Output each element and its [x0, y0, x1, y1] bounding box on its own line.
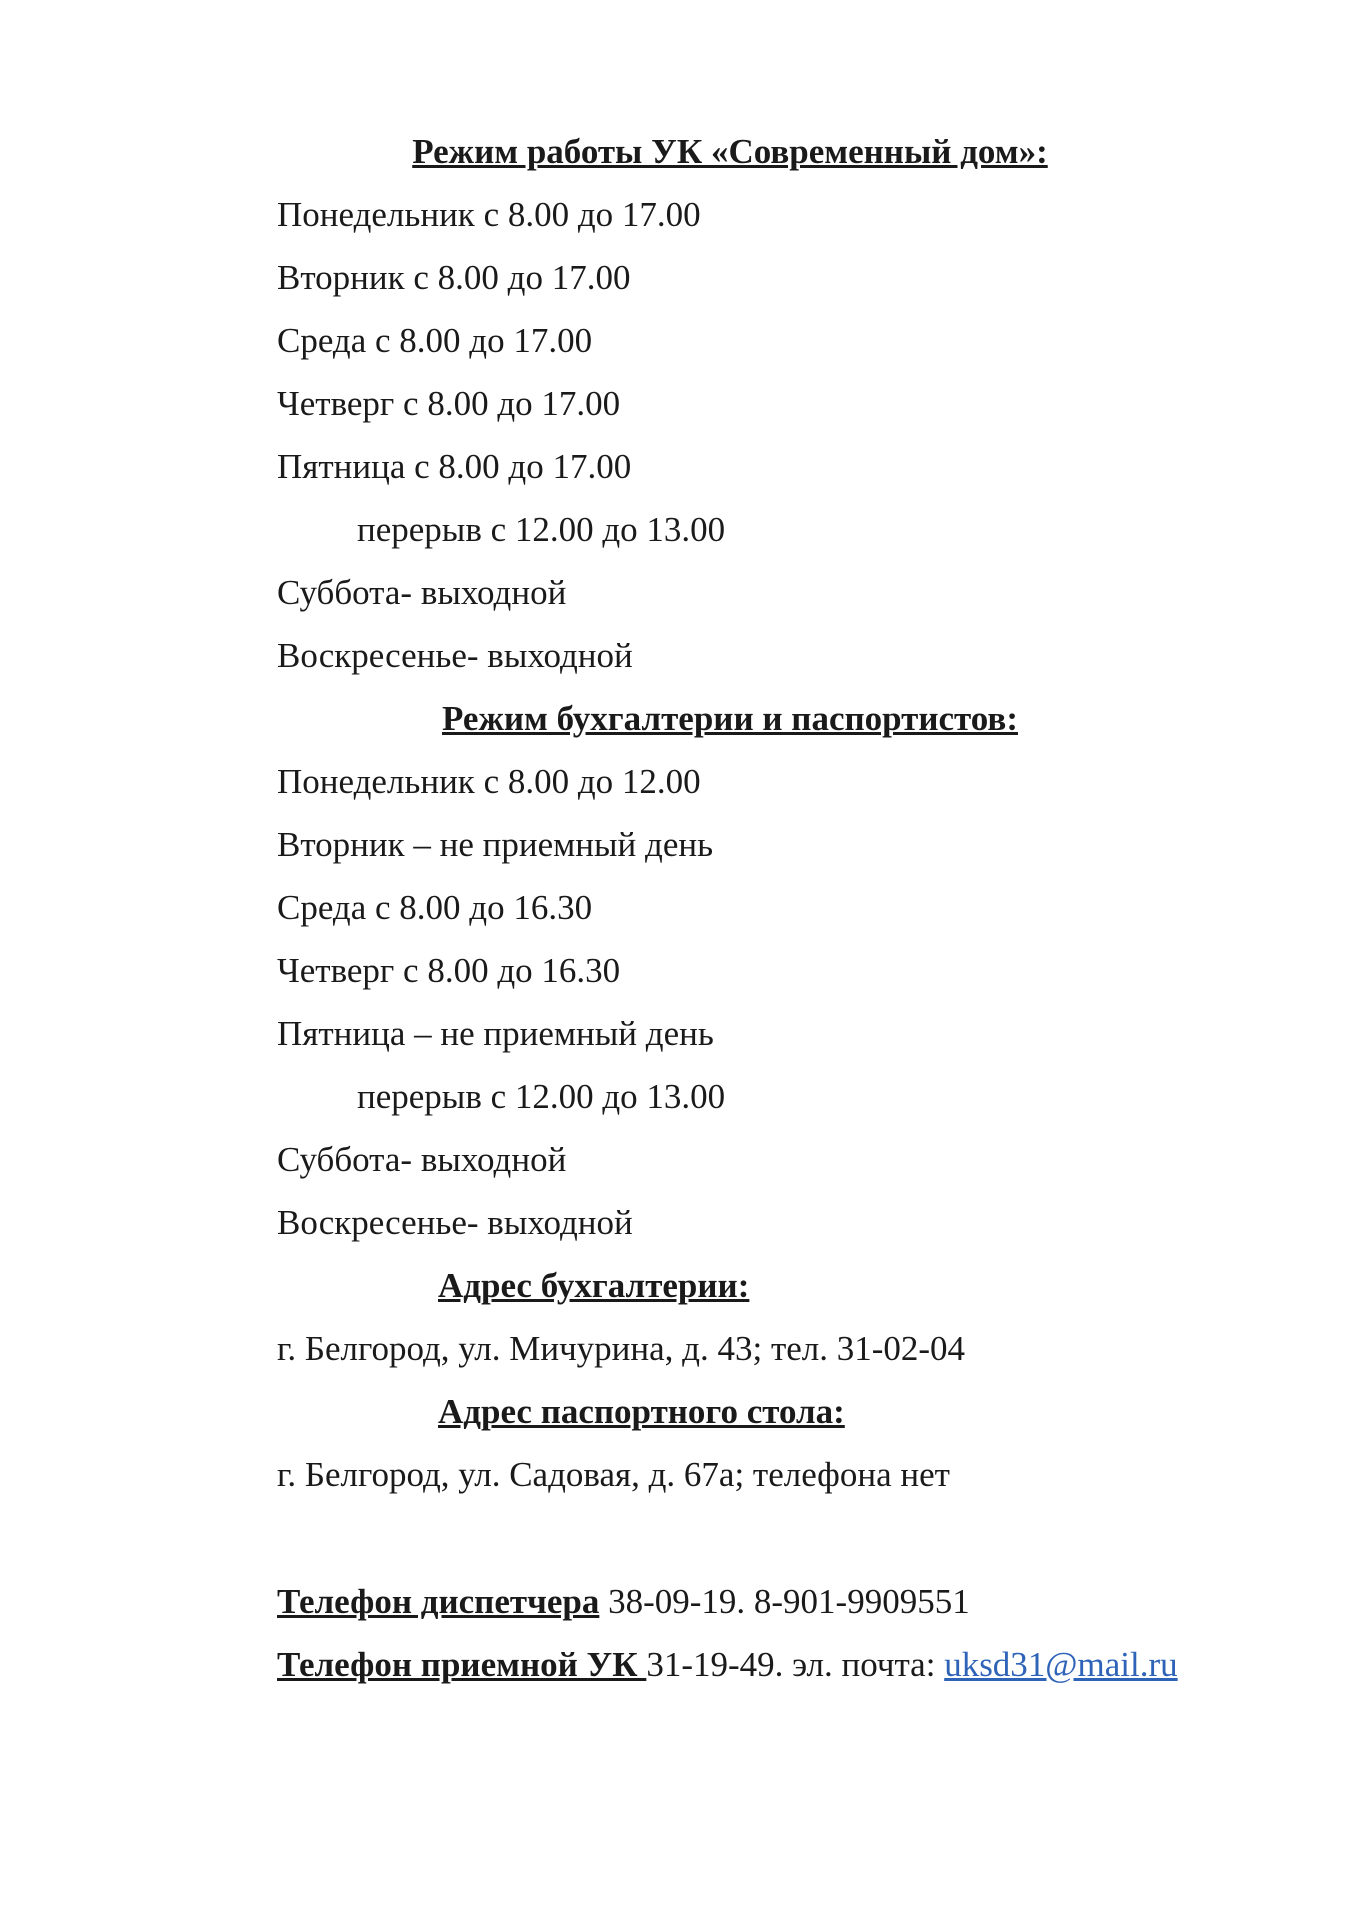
work-hours-heading: Режим работы УК «Современный дом»: [412, 132, 1048, 171]
passport-address-heading: Адрес паспортного стола: [438, 1392, 845, 1431]
schedule-line-thursday: Четверг с 8.00 до 17.00 [277, 384, 621, 423]
dispatcher-phone-line [277, 1580, 970, 1624]
schedule-line-tuesday: Вторник с 8.00 до 17.00 [277, 258, 631, 297]
accounting-line-sunday: Воскресенье- выходной [277, 1203, 633, 1242]
schedule-line-monday: Понедельник с 8.00 до 17.00 [277, 195, 701, 234]
schedule-line-friday: Пятница с 8.00 до 17.00 [277, 447, 632, 486]
accounting-line-saturday: Суббота- выходной [277, 1140, 567, 1179]
schedule-line-saturday: Суббота- выходной [277, 573, 567, 612]
reception-phone-value: 31-19-49. эл. почта: [646, 1645, 945, 1684]
accounting-address-text: г. Белгород, ул. Мичурина, д. 43; тел. 31-02-04 [277, 1329, 966, 1368]
dispatcher-phone-value: 38-09-19. 8-901-9909551 [599, 1582, 970, 1621]
schedule-line-break: перерыв с 12.00 до 13.00 [357, 510, 726, 549]
accounting-line-friday: Пятница – не приемный день [277, 1014, 714, 1053]
accounting-address-heading: Адрес бухгалтерии: [438, 1266, 750, 1305]
passport-address-text: г. Белгород, ул. Садовая, д. 67а; телефона нет [277, 1455, 950, 1494]
email-link[interactable]: uksd31@mail.ru [944, 1645, 1178, 1684]
accounting-line-wednesday: Среда с 8.00 до 16.30 [277, 888, 593, 927]
accounting-line-tuesday: Вторник – не приемный день [277, 825, 714, 864]
accounting-line-break: перерыв с 12.00 до 13.00 [357, 1077, 726, 1116]
reception-phone-line [277, 1643, 1178, 1687]
accounting-line-thursday: Четверг с 8.00 до 16.30 [277, 951, 621, 990]
reception-phone-label: Телефон приемной УК [277, 1645, 647, 1684]
accounting-hours-heading: Режим бухгалтерии и паспортистов: [442, 699, 1018, 738]
accounting-line-monday: Понедельник с 8.00 до 12.00 [277, 762, 701, 801]
schedule-line-sunday: Воскресенье- выходной [277, 636, 633, 675]
schedule-line-wednesday: Среда с 8.00 до 17.00 [277, 321, 593, 360]
dispatcher-phone-label: Телефон диспетчера [277, 1582, 600, 1621]
